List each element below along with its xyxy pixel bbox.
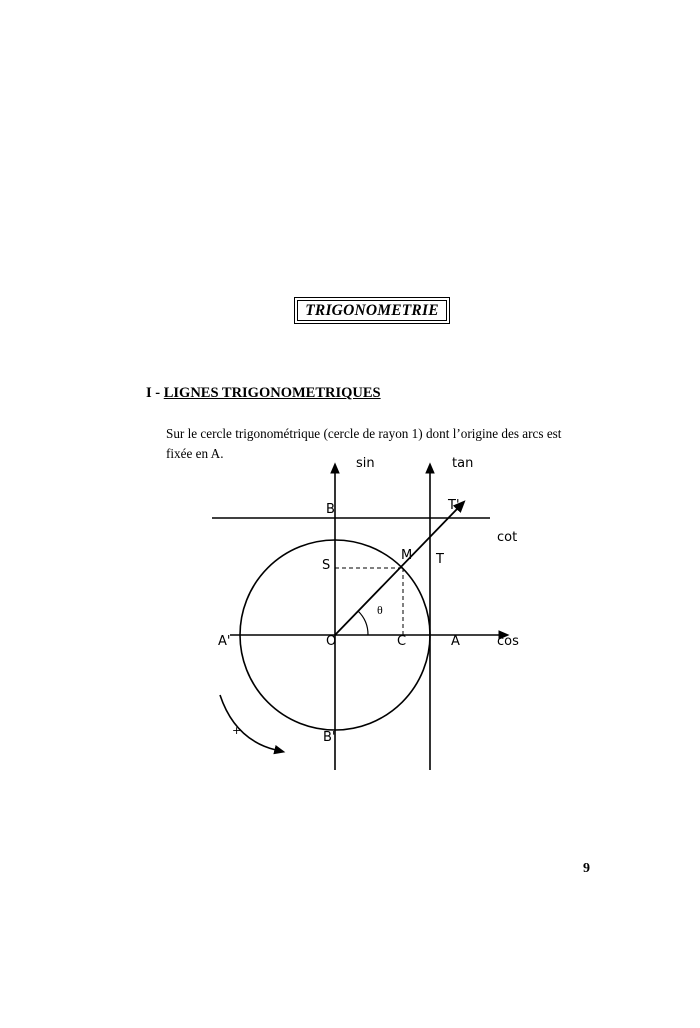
page-number: 9 <box>583 861 590 876</box>
positive-direction-arc <box>220 695 276 750</box>
cot-axis-label: cot <box>497 530 518 545</box>
document-title-box <box>294 297 450 324</box>
intro-paragraph: Sur le cercle trigonométrique (cercle de rayon 1) dont l’origine des arcs est fixée en A. <box>166 426 562 461</box>
page-title: TRIGONOMETRIE <box>305 301 439 319</box>
point-label-A: A <box>451 634 460 649</box>
point-label-S: S <box>322 558 331 573</box>
sin-axis-label: sin <box>356 456 375 471</box>
angle-label-theta: θ <box>377 603 383 617</box>
point-label-A-prime: A' <box>218 634 231 649</box>
theta-arc <box>358 611 368 635</box>
trigonometric-circle-figure <box>190 450 550 790</box>
point-label-O: O <box>326 634 337 649</box>
section-number: I - <box>146 385 164 401</box>
point-label-T-prime: T' <box>448 498 460 513</box>
tan-axis-label: tan <box>452 456 474 471</box>
point-label-M: M <box>401 548 413 563</box>
point-label-C: C <box>397 634 407 649</box>
document-title-box-inner <box>297 300 447 321</box>
positive-direction-label: + <box>232 724 242 737</box>
point-label-B-prime: B' <box>323 730 336 745</box>
point-label-B: B <box>326 502 335 517</box>
section-heading <box>146 385 381 402</box>
point-label-T: T <box>436 552 444 567</box>
figure-svg <box>190 450 550 790</box>
section-heading-label: LIGNES TRIGONOMETRIQUES <box>163 385 381 401</box>
angle-ray <box>335 508 458 635</box>
cos-axis-label: cos <box>497 634 519 649</box>
